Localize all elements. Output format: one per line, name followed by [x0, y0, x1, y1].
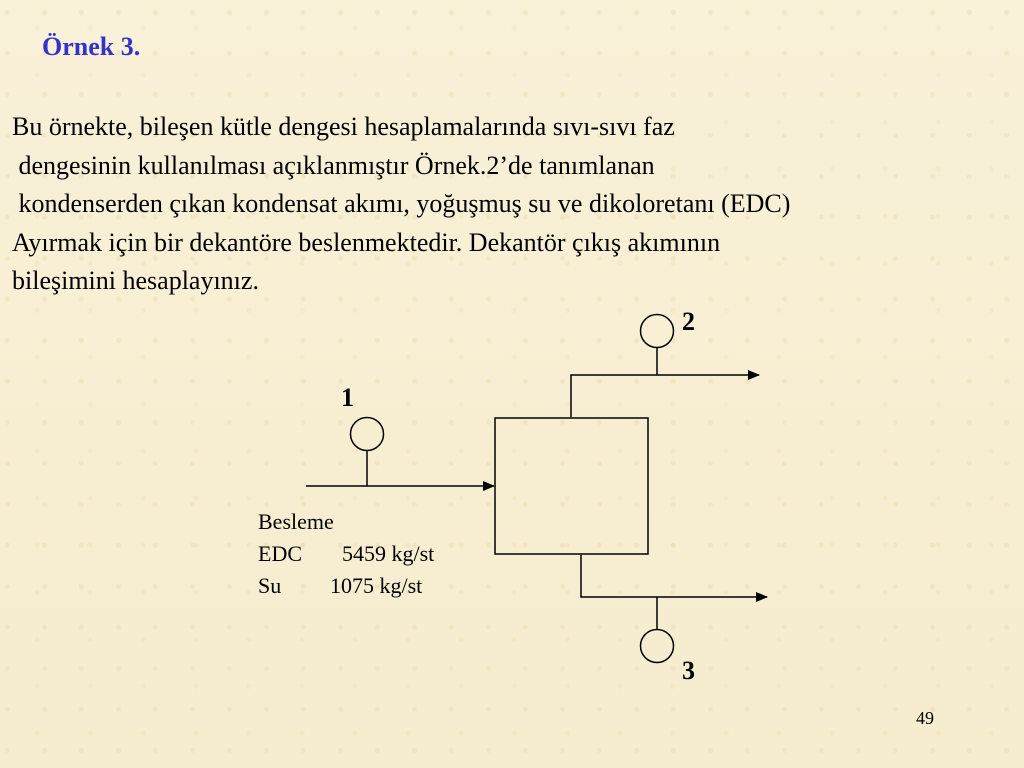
decanter-vessel	[495, 418, 648, 554]
stream-2-tag-circle	[641, 315, 674, 348]
slide-title: Örnek 3.	[42, 32, 141, 61]
feed-value: 1075 kg/st	[330, 573, 423, 598]
stream-1-label: 1	[341, 383, 354, 412]
paragraph-line: kondenserden çıkan kondensat akımı, yoğuşmuş su ve dikoloretanı (EDC)	[12, 189, 791, 218]
paragraph-line: Ayırmak için bir dekantöre beslenmektedir. Dekantör çıkış akımının	[12, 227, 721, 257]
paragraph-line: bileşimini hesaplayınız.	[12, 266, 259, 295]
stream-3-tag-circle	[641, 630, 674, 663]
feed-row-edc	[258, 538, 434, 570]
feed-component: Su	[258, 573, 282, 598]
feed-composition	[258, 506, 434, 602]
feed-heading: Besleme	[258, 509, 334, 534]
paragraph-line: Bu örnekte, bileşen kütle dengesi hesaplamalarında sıvı-sıvı faz	[12, 112, 675, 141]
feed-value: 5459 kg/st	[342, 541, 435, 566]
page-number: 49	[916, 708, 934, 728]
feed-component: EDC	[258, 541, 302, 566]
stream-1-tag-circle	[351, 418, 384, 451]
top-outlet-stream-line	[571, 375, 759, 417]
bottom-outlet-stream-line	[581, 555, 767, 597]
feed-row-water	[258, 570, 434, 602]
stream-3-label: 3	[682, 656, 695, 685]
stream-2-label: 2	[682, 307, 695, 336]
paragraph-line: dengesinin kullanılması açıklanmıştır Örnek.2’de tanımlanan	[12, 150, 655, 180]
